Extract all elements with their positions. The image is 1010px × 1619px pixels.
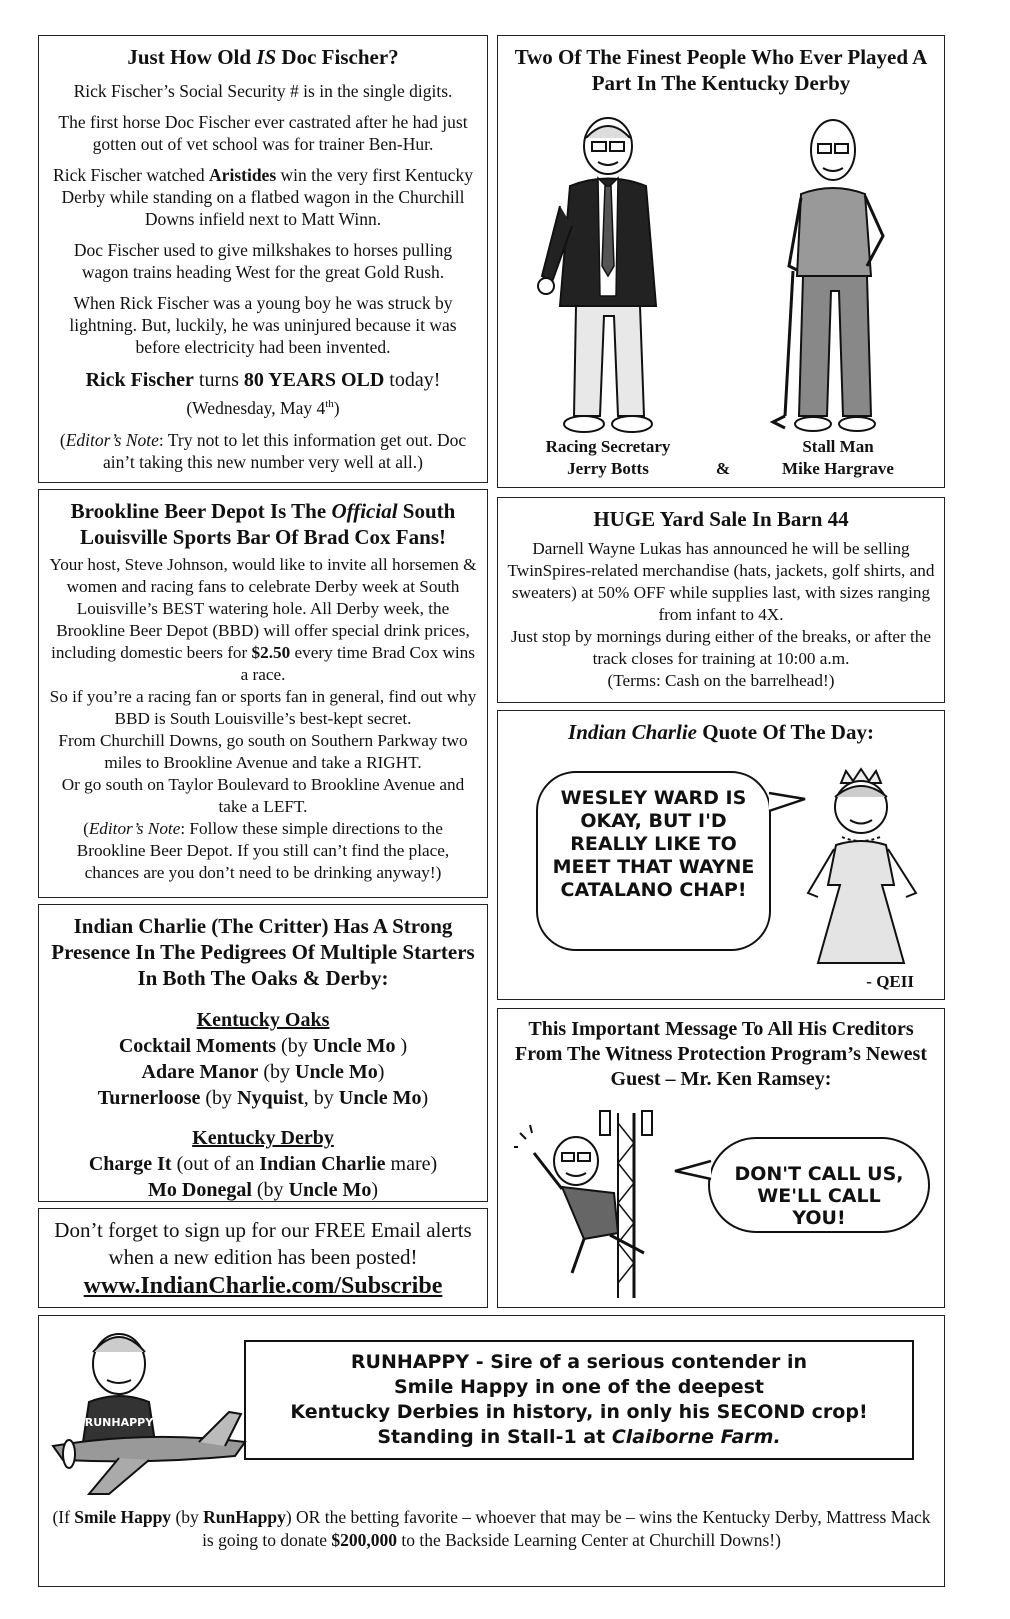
quote-title: Indian Charlie Quote Of The Day: (568, 720, 874, 744)
subscribe-text: Don’t forget to sign up for our FREE Email alerts when a new edition has been posted! (54, 1218, 472, 1269)
doc-fischer-fact-3: Rick Fischer watched Aristides win the very first Kentucky Derby while standing on a flatbed wagon in the Churchill Downs infield next to Matt Winn. (53, 165, 473, 229)
oaks-starter-2: Adare Manor (by Uncle Mo) (141, 1061, 385, 1083)
runhappy-box (38, 1315, 945, 1587)
quote-box (497, 710, 945, 1000)
ramsey-speech-bubble: DON'T CALL US, WE'LL CALL YOU! (708, 1137, 930, 1233)
doc-fischer-fact-5: When Rick Fischer was a young boy he was struck by lightning. But, luckily, he was uninjured because it was before electricity had been invented. (69, 293, 457, 357)
beer-depot-secret: So if you’re a racing fan or sports fan in general, find out why BBD is South Louisville’s best-kept secret. (49, 687, 477, 728)
doc-fischer-fact-1: Rick Fischer’s Social Security # is in the single digits. (73, 81, 453, 101)
doc-fischer-fact-4: Doc Fischer used to give milkshakes to horses pulling wagon trains heading West for the great Gold Rush. (73, 240, 453, 282)
pedigree-title: Indian Charlie (The Critter) Has A Strong Presence In The Pedigrees Of Multiple Starters In Both The Oaks & Derby: (51, 914, 475, 990)
runhappy-ad (244, 1340, 914, 1460)
beer-depot-editor-note: (Editor’s Note: Follow these simple directions to the Brookline Beer Depot. If you still can’t find the place, chances are you don’t need to be drinking anyway!) (76, 819, 450, 882)
mike-hargrave-caricature (763, 116, 913, 441)
subscribe-link[interactable]: www.IndianCharlie.com/Subscribe (83, 1273, 443, 1299)
jerry-botts-caption: Racing Secretary Jerry Botts (545, 437, 671, 478)
beer-depot-directions-2: Or go south on Taylor Boulevard to Brookline Avenue and take a LEFT. (61, 775, 465, 816)
cell-tower-caricature (514, 1103, 694, 1303)
runhappy-ad-line-1: RUNHAPPY - Sire of a serious contender in (350, 1351, 808, 1373)
runhappy-ad-line-3: Kentucky Derbies in history, in only his SECOND crop! (290, 1401, 868, 1423)
doc-fischer-date: (Wednesday, May 4th) (186, 397, 340, 418)
yard-sale-box (497, 497, 945, 703)
finest-people-box (497, 35, 945, 488)
yard-sale-hours: Just stop by mornings during either of the breaks, or after the track closes for training at 10:00 a.m. (510, 627, 932, 668)
derby-heading: Kentucky Derby (192, 1127, 334, 1149)
yard-sale-body: Darnell Wayne Lukas has announced he will be selling TwinSpires-related merchandise (hats, jackets, golf shirts, and sweaters) at 50% OFF while supplies last, with sizes ranging from infant to 4X. (507, 539, 935, 624)
queen-caricature (786, 765, 936, 975)
pedigree-box (38, 904, 488, 1202)
yard-sale-title: HUGE Yard Sale In Barn 44 (593, 507, 849, 531)
runhappy-footer: (If Smile Happy (by RunHappy) OR the betting favorite – whoever that may be – wins the Kentucky Derby, Mattress Mack is going to donate $200,000 to the Backside Learning Center at Churchill Downs!) (52, 1507, 931, 1550)
derby-starter-2: Mo Donegal (by Uncle Mo) (148, 1179, 378, 1201)
beer-depot-directions-1: From Churchill Downs, go south on Southern Parkway two miles to Brookline Avenue and take a RIGHT. (58, 731, 468, 772)
doc-fischer-birthday: Rick Fischer turns 80 YEARS OLD today! (85, 369, 441, 391)
runhappy-ad-line-2: Smile Happy in one of the deepest (394, 1376, 764, 1398)
mike-hargrave-caption: Stall Man Mike Hargrave (782, 437, 894, 478)
runhappy-ad-line-4: Standing in Stall-1 at Claiborne Farm. (377, 1426, 781, 1448)
finest-people-title: Two Of The Finest People Who Ever Played A Part In The Kentucky Derby (514, 45, 928, 95)
jerry-botts-caricature (528, 116, 678, 441)
doc-fischer-title: Just How Old IS Doc Fischer? (127, 45, 399, 69)
ramsey-title: This Important Message To All His Creditors From The Witness Protection Program’s Newest Guest – Mr. Ken Ramsey: (515, 1018, 927, 1090)
runhappy-shirt-text: RUNHAPPY (84, 1416, 154, 1429)
quote-speech-bubble: WESLEY WARD IS OKAY, BUT I'D REALLY LIKE TO MEET THAT WAYNE CATALANO CHAP! (536, 771, 771, 951)
oaks-heading: Kentucky Oaks (196, 1009, 330, 1031)
doc-fischer-fact-2: The first horse Doc Fischer ever castrated after he had just gotten out of vet school was for trainer Ben-Hur. (58, 112, 468, 154)
beer-depot-invite: Your host, Steve Johnson, would like to invite all horsemen & women and racing fans to celebrate Derby week at South Louisville’s BEST watering hole. All Derby week, the Brookline Beer Depot (BBD) will offer special drink prices, including domestic beers for $2.50 every time Brad Cox wins a race. (49, 555, 477, 684)
yard-sale-terms: (Terms: Cash on the barrelhead!) (607, 671, 835, 690)
ampersand: & (715, 459, 731, 478)
doc-fischer-editor-note: (Editor’s Note: Try not to let this information get out. Doc ain’t taking this new number very well at all.) (59, 429, 467, 472)
ramsey-box (497, 1008, 945, 1308)
beer-depot-title: Brookline Beer Depot Is The Official South Louisville Sports Bar Of Brad Cox Fans! (70, 499, 456, 549)
speech-tail-icon (673, 1159, 713, 1183)
quote-attribution: - QEII (866, 972, 914, 991)
oaks-starter-3: Turnerloose (by Nyquist, by Uncle Mo) (97, 1087, 429, 1109)
derby-starter-1: Charge It (out of an Indian Charlie mare) (88, 1153, 438, 1175)
oaks-starter-1: Cocktail Moments (by Uncle Mo ) (118, 1035, 408, 1057)
runhappy-plane-caricature (49, 1322, 249, 1502)
beer-depot-box (38, 489, 488, 898)
doc-fischer-box (38, 35, 488, 483)
subscribe-box (38, 1208, 488, 1308)
